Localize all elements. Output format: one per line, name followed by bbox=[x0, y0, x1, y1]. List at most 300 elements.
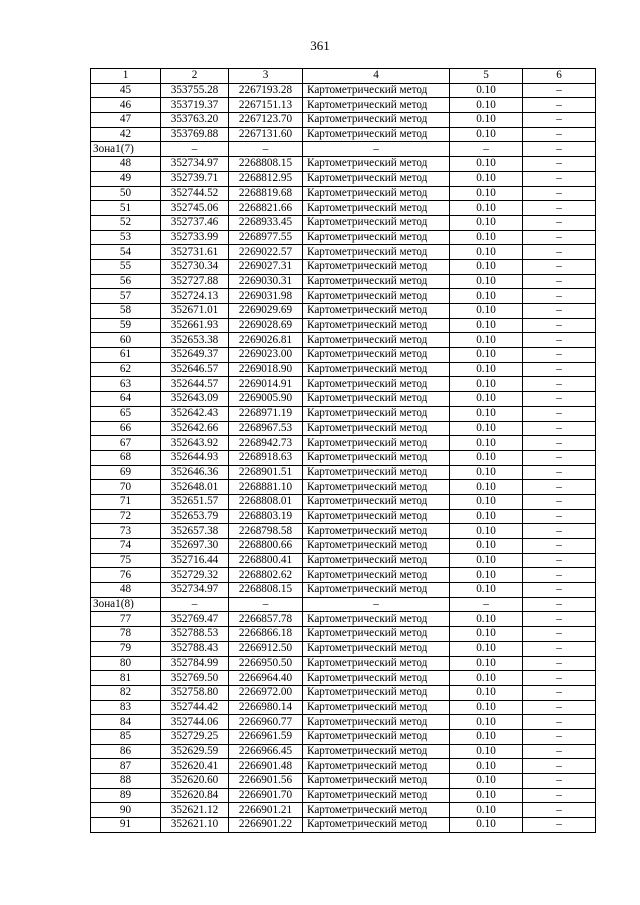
table-cell-col-6: – bbox=[523, 450, 596, 465]
table-cell-col-1: 47 bbox=[91, 113, 161, 128]
table-cell-col-5: 0.10 bbox=[450, 788, 523, 803]
table-row bbox=[91, 465, 596, 480]
table-cell-col-2: 352646.36 bbox=[161, 465, 229, 480]
table-cell-col-4: Картометрический метод bbox=[303, 509, 450, 524]
table-cell-col-6: – bbox=[523, 818, 596, 833]
table-cell-col-6: – bbox=[523, 201, 596, 216]
table-cell-col-3: 2266901.22 bbox=[229, 818, 303, 833]
table-cell-col-4: Картометрический метод bbox=[303, 803, 450, 818]
table-cell-col-5: – bbox=[450, 597, 523, 612]
table-cell-col-1: 87 bbox=[91, 759, 161, 774]
table-cell-col-3: 2266972.00 bbox=[229, 685, 303, 700]
table-cell-col-1: 91 bbox=[91, 818, 161, 833]
table-cell-col-1: 82 bbox=[91, 685, 161, 700]
table-cell-col-5: 0.10 bbox=[450, 392, 523, 407]
table-cell-col-6: – bbox=[523, 715, 596, 730]
table-cell-col-4: Картометрический метод bbox=[303, 245, 450, 260]
table-cell-col-4: Картометрический метод bbox=[303, 627, 450, 642]
table-cell-col-2: 352644.93 bbox=[161, 450, 229, 465]
table-cell-col-1: 72 bbox=[91, 509, 161, 524]
table-cell-col-6: – bbox=[523, 274, 596, 289]
table-cell-col-2: 352649.37 bbox=[161, 348, 229, 363]
table-cell-col-1: 84 bbox=[91, 715, 161, 730]
table-row bbox=[91, 612, 596, 627]
table-row bbox=[91, 715, 596, 730]
table-cell-col-2: 352724.13 bbox=[161, 289, 229, 304]
table-row bbox=[91, 230, 596, 245]
table-cell-col-1: 55 bbox=[91, 259, 161, 274]
table-cell-col-1: 69 bbox=[91, 465, 161, 480]
table-cell-col-3: 2266901.21 bbox=[229, 803, 303, 818]
table-cell-col-5: 0.10 bbox=[450, 774, 523, 789]
table-cell-col-4: Картометрический метод bbox=[303, 480, 450, 495]
table-cell-col-5: 0.10 bbox=[450, 583, 523, 598]
table-cell-col-3: 2268800.41 bbox=[229, 553, 303, 568]
zone-row bbox=[91, 597, 596, 612]
table-cell-col-4: Картометрический метод bbox=[303, 744, 450, 759]
table-cell-col-4: Картометрический метод bbox=[303, 788, 450, 803]
table-cell-col-4: Картометрический метод bbox=[303, 127, 450, 142]
table-cell-col-6: – bbox=[523, 671, 596, 686]
table-cell-col-4: Картометрический метод bbox=[303, 539, 450, 554]
table-cell-col-2: 352788.53 bbox=[161, 627, 229, 642]
table-cell-col-1: 60 bbox=[91, 333, 161, 348]
table-row bbox=[91, 494, 596, 509]
table-cell-col-2: 352671.01 bbox=[161, 304, 229, 319]
table-cell-col-2: 352745.06 bbox=[161, 201, 229, 216]
table-cell-col-6: – bbox=[523, 685, 596, 700]
table-cell-col-2: 352744.42 bbox=[161, 700, 229, 715]
table-cell-col-5: 0.10 bbox=[450, 539, 523, 554]
table-cell-col-4: Картометрический метод bbox=[303, 392, 450, 407]
table-cell-col-4: – bbox=[303, 597, 450, 612]
table-cell-col-1: 66 bbox=[91, 421, 161, 436]
table-cell-col-6: – bbox=[523, 524, 596, 539]
table-cell-col-6: – bbox=[523, 318, 596, 333]
table-cell-col-1: 89 bbox=[91, 788, 161, 803]
table-cell-col-6: – bbox=[523, 641, 596, 656]
table-cell-col-6: – bbox=[523, 83, 596, 98]
table-cell-col-2: 353719.37 bbox=[161, 98, 229, 113]
table-row bbox=[91, 362, 596, 377]
table-cell-col-2: 352727.88 bbox=[161, 274, 229, 289]
table-cell-col-2: 352769.47 bbox=[161, 612, 229, 627]
table-cell-col-1: 80 bbox=[91, 656, 161, 671]
table-cell-col-4: Картометрический метод bbox=[303, 157, 450, 172]
table-cell-col-1: 83 bbox=[91, 700, 161, 715]
table-row bbox=[91, 553, 596, 568]
table-cell-col-5: 0.10 bbox=[450, 127, 523, 142]
table-row bbox=[91, 259, 596, 274]
table-cell-col-5: 0.10 bbox=[450, 406, 523, 421]
table-row bbox=[91, 583, 596, 598]
table-cell-col-3: 2267151.13 bbox=[229, 98, 303, 113]
table-cell-col-6: – bbox=[523, 583, 596, 598]
table-row bbox=[91, 377, 596, 392]
table-cell-col-2: 352642.66 bbox=[161, 421, 229, 436]
table-cell-col-5: 0.10 bbox=[450, 98, 523, 113]
table-cell-col-2: – bbox=[161, 142, 229, 157]
table-cell-col-3: 2266960.77 bbox=[229, 715, 303, 730]
table-cell-col-1: 78 bbox=[91, 627, 161, 642]
table-cell-col-4: Картометрический метод bbox=[303, 274, 450, 289]
table-cell-col-1: 45 bbox=[91, 83, 161, 98]
table-cell-col-6: – bbox=[523, 436, 596, 451]
table-row bbox=[91, 685, 596, 700]
table-cell-col-5: 0.10 bbox=[450, 744, 523, 759]
table-cell-col-2: – bbox=[161, 597, 229, 612]
table-cell-col-4: Картометрический метод bbox=[303, 201, 450, 216]
table-cell-col-6: – bbox=[523, 494, 596, 509]
table-cell-col-5: 0.10 bbox=[450, 171, 523, 186]
table-cell-col-2: 352629.59 bbox=[161, 744, 229, 759]
table-cell-col-2: 352651.57 bbox=[161, 494, 229, 509]
table-row bbox=[91, 539, 596, 554]
table-cell-col-5: 0.10 bbox=[450, 289, 523, 304]
table-cell-col-4: Картометрический метод bbox=[303, 818, 450, 833]
table-cell-col-1: 76 bbox=[91, 568, 161, 583]
table-cell-col-6: – bbox=[523, 539, 596, 554]
table-cell-col-2: 352620.41 bbox=[161, 759, 229, 774]
table-row bbox=[91, 201, 596, 216]
table-cell-col-6: – bbox=[523, 171, 596, 186]
table-cell-col-5: 0.10 bbox=[450, 524, 523, 539]
table-cell-col-3: 2269014.91 bbox=[229, 377, 303, 392]
table-cell-col-2: 352643.09 bbox=[161, 392, 229, 407]
table-cell-col-6: – bbox=[523, 744, 596, 759]
table-cell-col-3: 2268812.95 bbox=[229, 171, 303, 186]
table-cell-col-3: 2266866.18 bbox=[229, 627, 303, 642]
table-cell-col-4: Картометрический метод bbox=[303, 715, 450, 730]
table-row bbox=[91, 157, 596, 172]
table-row bbox=[91, 450, 596, 465]
table-cell-col-6: – bbox=[523, 259, 596, 274]
table-cell-col-4: – bbox=[303, 142, 450, 157]
table-cell-col-1: 50 bbox=[91, 186, 161, 201]
table-cell-col-3: 2269018.90 bbox=[229, 362, 303, 377]
table-cell-col-5: – bbox=[450, 142, 523, 157]
table-cell-col-3: 2266966.45 bbox=[229, 744, 303, 759]
table-cell-col-1: 48 bbox=[91, 157, 161, 172]
table-cell-col-1: 74 bbox=[91, 539, 161, 554]
table-cell-col-6: – bbox=[523, 113, 596, 128]
table-cell-col-4: Картометрический метод bbox=[303, 583, 450, 598]
table-cell-col-1: Зона1(8) bbox=[91, 597, 161, 612]
table-cell-col-6: – bbox=[523, 421, 596, 436]
table-cell-col-3: 2268803.19 bbox=[229, 509, 303, 524]
table-cell-col-2: 352734.97 bbox=[161, 583, 229, 598]
table-cell-col-5: 0.10 bbox=[450, 333, 523, 348]
table-cell-col-3: 2269029.69 bbox=[229, 304, 303, 319]
table-cell-col-2: 352744.52 bbox=[161, 186, 229, 201]
coordinates-table bbox=[90, 68, 596, 833]
table-cell-col-6: – bbox=[523, 127, 596, 142]
table-cell-col-5: 0.10 bbox=[450, 259, 523, 274]
table-cell-col-5: 0.10 bbox=[450, 685, 523, 700]
table-cell-col-1: 85 bbox=[91, 729, 161, 744]
table-cell-col-2: 352697.30 bbox=[161, 539, 229, 554]
table-cell-col-3: 2268821.66 bbox=[229, 201, 303, 216]
table-cell-col-3: 2268901.51 bbox=[229, 465, 303, 480]
table-cell-col-1: 57 bbox=[91, 289, 161, 304]
table-cell-col-4: Картометрический метод bbox=[303, 671, 450, 686]
table-cell-col-3: 2268798.58 bbox=[229, 524, 303, 539]
table-cell-col-6: – bbox=[523, 465, 596, 480]
table-cell-col-1: 75 bbox=[91, 553, 161, 568]
table-cell-col-1: 42 bbox=[91, 127, 161, 142]
table-cell-col-1: 77 bbox=[91, 612, 161, 627]
table-cell-col-1: 63 bbox=[91, 377, 161, 392]
table-cell-col-5: 0.10 bbox=[450, 700, 523, 715]
table-cell-col-6: – bbox=[523, 333, 596, 348]
table-cell-col-4: Картометрический метод bbox=[303, 289, 450, 304]
table-cell-col-6: – bbox=[523, 759, 596, 774]
header-cell: 2 bbox=[161, 69, 229, 84]
table-cell-col-6: – bbox=[523, 553, 596, 568]
table-cell-col-5: 0.10 bbox=[450, 494, 523, 509]
table-cell-col-4: Картометрический метод bbox=[303, 553, 450, 568]
table-cell-col-2: 352731.61 bbox=[161, 245, 229, 260]
table-cell-col-2: 352620.84 bbox=[161, 788, 229, 803]
table-cell-col-2: 352653.79 bbox=[161, 509, 229, 524]
table-cell-col-2: 352737.46 bbox=[161, 215, 229, 230]
table-cell-col-2: 352621.10 bbox=[161, 818, 229, 833]
table-row bbox=[91, 304, 596, 319]
table-cell-col-3: 2266912.50 bbox=[229, 641, 303, 656]
table-header-row bbox=[91, 69, 596, 84]
table-cell-col-6: – bbox=[523, 245, 596, 260]
table-cell-col-3: 2268933.45 bbox=[229, 215, 303, 230]
table-cell-col-1: 65 bbox=[91, 406, 161, 421]
table-cell-col-5: 0.10 bbox=[450, 803, 523, 818]
table-cell-col-2: 352739.71 bbox=[161, 171, 229, 186]
table-row bbox=[91, 348, 596, 363]
table-cell-col-5: 0.10 bbox=[450, 245, 523, 260]
table-cell-col-1: 64 bbox=[91, 392, 161, 407]
table-cell-col-3: 2268808.01 bbox=[229, 494, 303, 509]
table-cell-col-1: 48 bbox=[91, 583, 161, 598]
zone-row bbox=[91, 142, 596, 157]
table-cell-col-1: 79 bbox=[91, 641, 161, 656]
table-cell-col-5: 0.10 bbox=[450, 421, 523, 436]
table-cell-col-4: Картометрический метод bbox=[303, 700, 450, 715]
table-cell-col-3: 2269026.81 bbox=[229, 333, 303, 348]
table-cell-col-2: 352729.32 bbox=[161, 568, 229, 583]
table-cell-col-4: Картометрический метод bbox=[303, 362, 450, 377]
table-row bbox=[91, 406, 596, 421]
table-cell-col-6: – bbox=[523, 186, 596, 201]
table-cell-col-4: Картометрический метод bbox=[303, 685, 450, 700]
table-row bbox=[91, 641, 596, 656]
table-cell-col-2: 352643.92 bbox=[161, 436, 229, 451]
header-cell: 1 bbox=[91, 69, 161, 84]
table-cell-col-6: – bbox=[523, 157, 596, 172]
table-cell-col-4: Картометрический метод bbox=[303, 759, 450, 774]
table-cell-col-2: 352644.57 bbox=[161, 377, 229, 392]
table-row bbox=[91, 818, 596, 833]
table-cell-col-3: 2267193.28 bbox=[229, 83, 303, 98]
table-cell-col-3: – bbox=[229, 597, 303, 612]
table-cell-col-3: 2267123.70 bbox=[229, 113, 303, 128]
table-cell-col-2: 352620.60 bbox=[161, 774, 229, 789]
table-cell-col-6: – bbox=[523, 729, 596, 744]
table-cell-col-4: Картометрический метод bbox=[303, 377, 450, 392]
table-cell-col-6: – bbox=[523, 98, 596, 113]
table-cell-col-2: 352784.99 bbox=[161, 656, 229, 671]
header-cell: 5 bbox=[450, 69, 523, 84]
table-cell-col-3: 2266857.78 bbox=[229, 612, 303, 627]
table-row bbox=[91, 215, 596, 230]
table-cell-col-1: 81 bbox=[91, 671, 161, 686]
table-cell-col-4: Картометрический метод bbox=[303, 524, 450, 539]
table-cell-col-2: 352788.43 bbox=[161, 641, 229, 656]
table-cell-col-1: 51 bbox=[91, 201, 161, 216]
table-cell-col-5: 0.10 bbox=[450, 186, 523, 201]
table-cell-col-2: 352729.25 bbox=[161, 729, 229, 744]
table-cell-col-3: 2268967.53 bbox=[229, 421, 303, 436]
page-number: 361 bbox=[310, 38, 330, 53]
table-cell-col-4: Картометрический метод bbox=[303, 113, 450, 128]
table-cell-col-4: Картометрический метод bbox=[303, 215, 450, 230]
table-row bbox=[91, 83, 596, 98]
table-row bbox=[91, 568, 596, 583]
table-cell-col-6: – bbox=[523, 142, 596, 157]
header-cell: 6 bbox=[523, 69, 596, 84]
table-cell-col-4: Картометрический метод bbox=[303, 348, 450, 363]
table-cell-col-6: – bbox=[523, 362, 596, 377]
table-cell-col-3: 2269031.98 bbox=[229, 289, 303, 304]
table-cell-col-4: Картометрический метод bbox=[303, 774, 450, 789]
table-cell-col-6: – bbox=[523, 348, 596, 363]
table-cell-col-5: 0.10 bbox=[450, 641, 523, 656]
table-cell-col-2: 352733.99 bbox=[161, 230, 229, 245]
table-cell-col-6: – bbox=[523, 230, 596, 245]
table-row bbox=[91, 788, 596, 803]
table-cell-col-6: – bbox=[523, 406, 596, 421]
table-cell-col-4: Картометрический метод bbox=[303, 421, 450, 436]
table-cell-col-4: Картометрический метод bbox=[303, 406, 450, 421]
table-cell-col-1: 86 bbox=[91, 744, 161, 759]
table-cell-col-5: 0.10 bbox=[450, 362, 523, 377]
table-cell-col-2: 352621.12 bbox=[161, 803, 229, 818]
table-cell-col-3: 2268881.10 bbox=[229, 480, 303, 495]
table-cell-col-6: – bbox=[523, 700, 596, 715]
table-cell-col-1: 73 bbox=[91, 524, 161, 539]
table-cell-col-2: 352648.01 bbox=[161, 480, 229, 495]
table-row bbox=[91, 98, 596, 113]
table-cell-col-6: – bbox=[523, 803, 596, 818]
table-cell-col-4: Картометрический метод bbox=[303, 612, 450, 627]
table-cell-col-4: Картометрический метод bbox=[303, 259, 450, 274]
table-cell-col-5: 0.10 bbox=[450, 627, 523, 642]
table-row bbox=[91, 274, 596, 289]
table-cell-col-3: 2269028.69 bbox=[229, 318, 303, 333]
table-cell-col-3: 2268800.66 bbox=[229, 539, 303, 554]
table-cell-col-6: – bbox=[523, 774, 596, 789]
table-cell-col-3: 2266980.14 bbox=[229, 700, 303, 715]
table-cell-col-5: 0.10 bbox=[450, 436, 523, 451]
table-cell-col-3: 2266901.70 bbox=[229, 788, 303, 803]
table-cell-col-6: – bbox=[523, 480, 596, 495]
table-cell-col-3: 2266961.59 bbox=[229, 729, 303, 744]
table-cell-col-6: – bbox=[523, 509, 596, 524]
table-cell-col-4: Картометрический метод bbox=[303, 641, 450, 656]
table-cell-col-1: 49 bbox=[91, 171, 161, 186]
table-cell-col-4: Картометрический метод bbox=[303, 171, 450, 186]
table-cell-col-3: 2268977.55 bbox=[229, 230, 303, 245]
table-cell-col-4: Картометрический метод bbox=[303, 230, 450, 245]
table-row bbox=[91, 333, 596, 348]
table-cell-col-6: – bbox=[523, 612, 596, 627]
table-row bbox=[91, 392, 596, 407]
table-cell-col-5: 0.10 bbox=[450, 553, 523, 568]
table-cell-col-2: 352744.06 bbox=[161, 715, 229, 730]
table-row bbox=[91, 524, 596, 539]
table-row bbox=[91, 627, 596, 642]
table-row bbox=[91, 245, 596, 260]
table-cell-col-1: 59 bbox=[91, 318, 161, 333]
table-row bbox=[91, 744, 596, 759]
table-cell-col-6: – bbox=[523, 627, 596, 642]
table-cell-col-3: 2268808.15 bbox=[229, 583, 303, 598]
table-row bbox=[91, 421, 596, 436]
table-cell-col-5: 0.10 bbox=[450, 656, 523, 671]
table-cell-col-3: 2266964.40 bbox=[229, 671, 303, 686]
table-cell-col-1: 56 bbox=[91, 274, 161, 289]
table-cell-col-3: 2268971.19 bbox=[229, 406, 303, 421]
table-row bbox=[91, 671, 596, 686]
table-cell-col-5: 0.10 bbox=[450, 348, 523, 363]
table-cell-col-5: 0.10 bbox=[450, 671, 523, 686]
table-row bbox=[91, 171, 596, 186]
table-cell-col-2: 352758.80 bbox=[161, 685, 229, 700]
table-cell-col-5: 0.10 bbox=[450, 201, 523, 216]
table-cell-col-4: Картометрический метод bbox=[303, 436, 450, 451]
table-cell-col-3: 2269023.00 bbox=[229, 348, 303, 363]
table-cell-col-1: 46 bbox=[91, 98, 161, 113]
table-cell-col-4: Картометрический метод bbox=[303, 656, 450, 671]
table-cell-col-3: – bbox=[229, 142, 303, 157]
table-cell-col-5: 0.10 bbox=[450, 818, 523, 833]
table-cell-col-1: 62 bbox=[91, 362, 161, 377]
table-cell-col-6: – bbox=[523, 304, 596, 319]
table-cell-col-2: 352657.38 bbox=[161, 524, 229, 539]
table-cell-col-5: 0.10 bbox=[450, 612, 523, 627]
table-cell-col-2: 353769.88 bbox=[161, 127, 229, 142]
table-cell-col-2: 352642.43 bbox=[161, 406, 229, 421]
table-cell-col-1: 54 bbox=[91, 245, 161, 260]
table-cell-col-5: 0.10 bbox=[450, 450, 523, 465]
table-row bbox=[91, 774, 596, 789]
table-cell-col-5: 0.10 bbox=[450, 304, 523, 319]
table-row bbox=[91, 700, 596, 715]
table-cell-col-2: 352716.44 bbox=[161, 553, 229, 568]
table-row bbox=[91, 759, 596, 774]
table-cell-col-3: 2268819.68 bbox=[229, 186, 303, 201]
table-cell-col-4: Картометрический метод bbox=[303, 98, 450, 113]
table-cell-col-1: 67 bbox=[91, 436, 161, 451]
table-cell-col-6: – bbox=[523, 377, 596, 392]
table-row bbox=[91, 656, 596, 671]
table-cell-col-5: 0.10 bbox=[450, 83, 523, 98]
table-row bbox=[91, 127, 596, 142]
table-cell-col-3: 2269022.57 bbox=[229, 245, 303, 260]
table-cell-col-3: 2268808.15 bbox=[229, 157, 303, 172]
table-cell-col-6: – bbox=[523, 289, 596, 304]
table-cell-col-1: 53 bbox=[91, 230, 161, 245]
table-cell-col-5: 0.10 bbox=[450, 230, 523, 245]
table-cell-col-1: 88 bbox=[91, 774, 161, 789]
